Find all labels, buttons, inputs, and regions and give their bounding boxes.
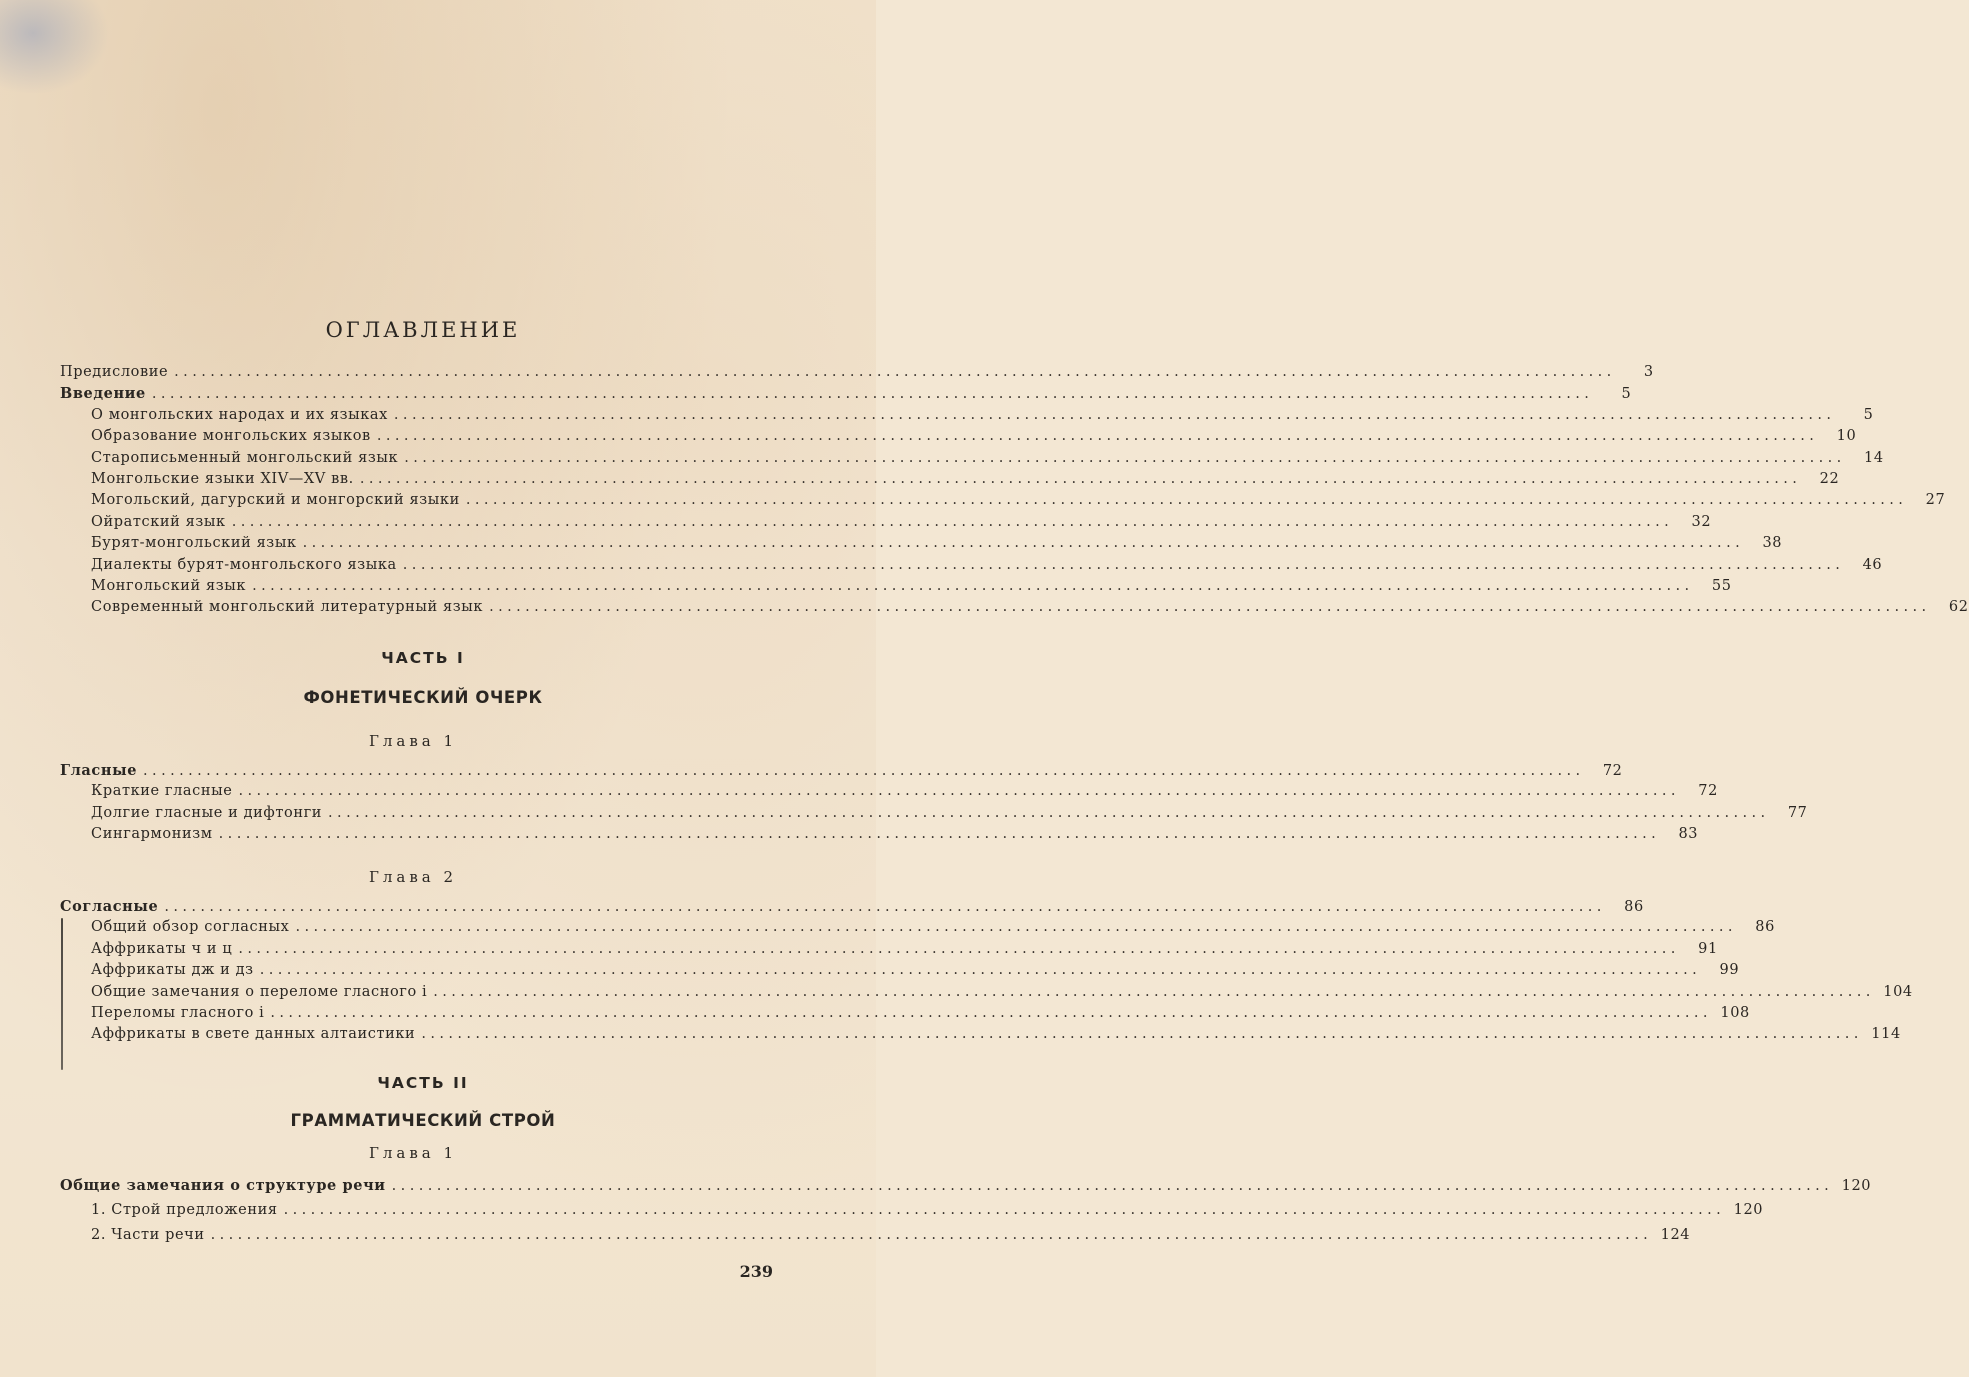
- toc-entry-page: 83: [1678, 826, 1699, 843]
- dot-leader: ................................................................................................................................................................: [174, 364, 1616, 380]
- toc-entry-title: О монгольских народах и их языках: [91, 406, 388, 423]
- toc-entry: [91, 471, 1840, 491]
- toc-entry-title: Современный монгольский литературный язык: [91, 599, 484, 616]
- part-1-label: ЧАСТЬ I: [381, 649, 465, 667]
- toc-entry: [91, 449, 1884, 470]
- dot-leader: ................................................................................................................................................................: [231, 513, 1674, 530]
- toc-entry-title: Введение: [60, 385, 146, 403]
- toc-entry-title: Общие замечания о переломе гласного i: [91, 983, 428, 1000]
- dot-leader: ................................................................................................................................................................: [164, 899, 1606, 915]
- dot-leader: ................................................................................................................................................................: [376, 428, 1819, 445]
- dot-leader: ................................................................................................................................................................: [283, 1202, 1726, 1218]
- toc-entry-page: 124: [1660, 1227, 1691, 1243]
- toc-entry: [91, 1005, 1750, 1025]
- dot-leader: ................................................................................................................................................................: [393, 406, 1836, 423]
- toc-entry-page: 32: [1691, 513, 1712, 530]
- toc-entry-title: Общие замечания о структуре речи: [60, 1177, 386, 1194]
- toc-entry-title: Диалекты бурят-монгольского языка: [91, 556, 397, 573]
- toc-entry: [91, 919, 1775, 939]
- toc-entry: [60, 1177, 1872, 1197]
- part-2-label: ЧАСТЬ II: [377, 1074, 469, 1092]
- part-2-chapter-1-label: Глава 1: [368, 1144, 458, 1162]
- dot-leader: ................................................................................................................................................................: [295, 919, 1737, 936]
- toc-entry-title: Монгольские языки XIV—XV вв.: [91, 471, 354, 487]
- toc-entry-title: Аффрикаты дж и дз: [91, 962, 254, 979]
- toc-entry-title: Краткие гласные: [91, 783, 233, 800]
- toc-entry-page: 108: [1720, 1005, 1750, 1021]
- dot-leader: ................................................................................................................................................................: [489, 599, 1931, 616]
- toc-entry-page: 86: [1755, 919, 1775, 936]
- toc-entry-title: Долгие гласные и дифтонги: [91, 804, 323, 821]
- toc-entry-page: 120: [1841, 1178, 1872, 1194]
- toc-entry-title: Согласные: [60, 898, 159, 915]
- toc-entry-title: Бурят-монгольский язык: [91, 535, 297, 552]
- dot-leader: ................................................................................................................................................................: [402, 556, 1845, 573]
- toc-entry: [60, 364, 1654, 384]
- ink-stain: [0, 0, 110, 95]
- toc-entry-page: 3: [1643, 364, 1654, 380]
- toc-entry: [60, 762, 1623, 782]
- toc-entry-title: Старописьменный монгольский язык: [91, 449, 399, 466]
- toc-entry-page: 22: [1819, 471, 1840, 487]
- toc-entry-page: 27: [1925, 492, 1946, 509]
- toc-entry-page: 114: [1871, 1026, 1901, 1043]
- dot-leader: ................................................................................................................................................................: [151, 386, 1594, 403]
- dot-leader: ................................................................................................................................................................: [404, 449, 1846, 466]
- toc-entry-title: Монгольский язык: [91, 578, 247, 594]
- toc-entry-page: 46: [1862, 556, 1883, 573]
- toc-entry: [91, 492, 1946, 512]
- toc-entry-title: Переломы гласного i: [91, 1005, 265, 1021]
- toc-entry: [91, 826, 1699, 846]
- toc-entry: [91, 428, 1857, 448]
- toc-entry: [91, 983, 1913, 1004]
- page-number: 239: [739, 1262, 773, 1281]
- dot-leader: ................................................................................................................................................................: [210, 1227, 1653, 1243]
- dot-leader: ................................................................................................................................................................: [143, 763, 1585, 779]
- toc-entry: [91, 940, 1718, 961]
- dot-leader: ................................................................................................................................................................: [238, 940, 1680, 957]
- dot-leader: ................................................................................................................................................................: [465, 492, 1908, 509]
- toc-entry: [91, 783, 1718, 803]
- toc-entry-title: Ойратский язык: [91, 513, 226, 530]
- dot-leader: ................................................................................................................................................................: [270, 1005, 1712, 1021]
- toc-entry: [91, 513, 1712, 534]
- toc-entry: [91, 1026, 1901, 1046]
- toc-entry: [91, 1227, 1691, 1247]
- toc-entry-page: 14: [1864, 449, 1884, 466]
- toc-entry: [91, 406, 1874, 427]
- toc-entry-title: Общий обзор согласных: [91, 919, 290, 936]
- part-1-chapter-1-label: Глава 1: [368, 732, 458, 750]
- dot-leader: ................................................................................................................................................................: [252, 578, 1694, 594]
- toc-entry-page: 55: [1711, 578, 1732, 594]
- dot-leader: ................................................................................................................................................................: [302, 535, 1745, 552]
- toc-entry: [91, 578, 1732, 598]
- pencil-margin-mark: [61, 918, 63, 1070]
- dot-leader: ................................................................................................................................................................: [359, 471, 1802, 487]
- dot-leader: ................................................................................................................................................................: [238, 783, 1680, 800]
- part-1-chapter-2-label: Глава 2: [368, 868, 458, 886]
- toc-entry-title: Аффрикаты ч и ц: [91, 940, 233, 957]
- toc-entry: [91, 962, 1740, 982]
- toc-entry: [91, 556, 1883, 577]
- dot-leader: ................................................................................................................................................................: [421, 1026, 1863, 1043]
- toc-entry-page: 99: [1719, 962, 1740, 979]
- toc-entry-page: 72: [1602, 763, 1623, 779]
- dot-leader: ................................................................................................................................................................: [218, 826, 1661, 843]
- toc-entry-page: 10: [1836, 428, 1857, 445]
- part-1-title: ФОНЕТИЧЕСКИЙ ОЧЕРК: [303, 688, 543, 707]
- toc-entry: [60, 385, 1632, 405]
- toc-entry-page: 104: [1883, 983, 1913, 1000]
- toc-entry-title: Предисловие: [60, 364, 169, 380]
- toc-entry-page: 77: [1787, 804, 1808, 821]
- toc-entry-title: Могольский, дагурский и монгорский языки: [91, 492, 460, 509]
- toc-entry-page: 62: [1948, 599, 1969, 616]
- toc-entry-title: 2. Части речи: [91, 1227, 205, 1243]
- dot-leader: ................................................................................................................................................................: [259, 962, 1702, 979]
- part-2-title: ГРАММАТИЧЕСКИЙ СТРОЙ: [290, 1111, 556, 1130]
- toc-entry-page: 38: [1762, 535, 1783, 552]
- toc-entry: [91, 804, 1808, 825]
- toc-entry-title: Аффрикаты в свете данных алтаистики: [91, 1026, 416, 1043]
- toc-entry-page: 120: [1733, 1202, 1764, 1218]
- toc-entry-title: Гласные: [60, 762, 138, 779]
- toc-entry-title: Образование монгольских языков: [91, 428, 371, 445]
- toc-entry-page: 91: [1698, 940, 1718, 957]
- dot-leader: ................................................................................................................................................................: [433, 983, 1875, 1000]
- toc-entry: [91, 1202, 1764, 1222]
- toc-entry-page: 5: [1863, 406, 1874, 423]
- toc-entry-page: 72: [1698, 783, 1718, 800]
- toc-entry-page: 86: [1624, 899, 1644, 915]
- dot-leader: ................................................................................................................................................................: [328, 804, 1770, 821]
- toc-entry-title: 1. Строй предложения: [91, 1202, 278, 1218]
- page-title: ОГЛАВЛЕНИЕ: [325, 318, 521, 342]
- toc-entry: [91, 535, 1783, 555]
- toc-entry-title: Сингармонизм: [91, 826, 213, 843]
- toc-entry: [91, 599, 1969, 619]
- toc-entry-page: 5: [1621, 386, 1632, 403]
- dot-leader: ................................................................................................................................................................: [391, 1178, 1834, 1194]
- toc-entry: [60, 898, 1644, 918]
